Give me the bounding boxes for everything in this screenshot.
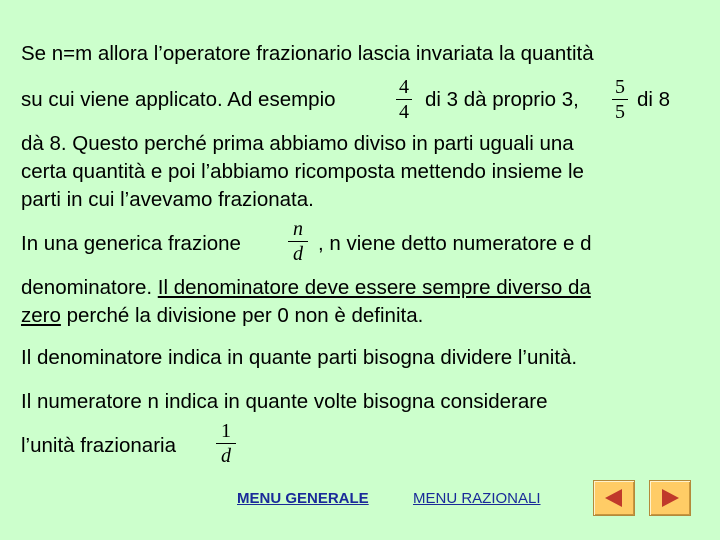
fraction-numerator: 1: [221, 420, 231, 442]
text-line: certa quantità e poi l’abbiamo ricomposta mettendo insieme le: [21, 160, 584, 183]
text-segment: perché la divisione per 0 non è definita.: [60, 304, 424, 327]
text-line: Se n=m allora l’operatore frazionario lascia invariata la quantità: [21, 42, 594, 65]
fraction-1-d: [216, 420, 236, 467]
fraction-numerator: 4: [399, 76, 409, 98]
fraction-bar: [396, 99, 412, 100]
text-line: Il numeratore n indica in quante volte bisogna considerare: [21, 390, 548, 413]
text-line: [21, 88, 336, 112]
menu-razionali-link[interactable]: MENU RAZIONALI: [413, 490, 541, 507]
text-segment: In una generica frazione: [21, 232, 241, 255]
text-segment: su cui viene applicato. Ad esempio: [21, 88, 336, 111]
text-segment: denominatore.: [21, 276, 158, 299]
text-line: [21, 304, 423, 328]
fraction-5-5: [612, 76, 628, 123]
text-segment: l’unità frazionaria: [21, 434, 176, 457]
text-line: parti in cui l’avevamo frazionata.: [21, 188, 314, 211]
fraction-denominator: 5: [615, 101, 625, 123]
menu-generale-link[interactable]: MENU GENERALE: [237, 490, 369, 507]
next-button[interactable]: [649, 480, 691, 516]
text-line: [21, 276, 591, 300]
fraction-bar: [288, 241, 308, 242]
left-arrow-icon: [605, 489, 622, 507]
fraction-numerator: n: [293, 218, 303, 240]
underlined-text: zero: [21, 304, 61, 327]
fraction-numerator: 5: [615, 76, 625, 98]
text-line: dà 8. Questo perché prima abbiamo diviso in parti uguali una: [21, 132, 574, 155]
fraction-bar: [612, 99, 628, 100]
fraction-denominator: d: [293, 243, 303, 265]
fraction-denominator: d: [221, 445, 231, 467]
text-segment: di 8: [637, 88, 671, 111]
fraction-bar: [216, 443, 236, 444]
fraction-4-4: [396, 76, 412, 123]
text-line: Il denominatore indica in quante parti bisogna dividere l’unità.: [21, 346, 578, 369]
underlined-text: Il denominatore deve essere sempre diverso da: [157, 276, 591, 299]
text-segment: , n viene detto numeratore e d: [318, 232, 592, 255]
fraction-denominator: 4: [399, 101, 409, 123]
right-arrow-icon: [662, 489, 679, 507]
fraction-n-d: [288, 218, 308, 265]
previous-button[interactable]: [593, 480, 635, 516]
text-segment: di 3 dà proprio 3,: [425, 88, 579, 111]
